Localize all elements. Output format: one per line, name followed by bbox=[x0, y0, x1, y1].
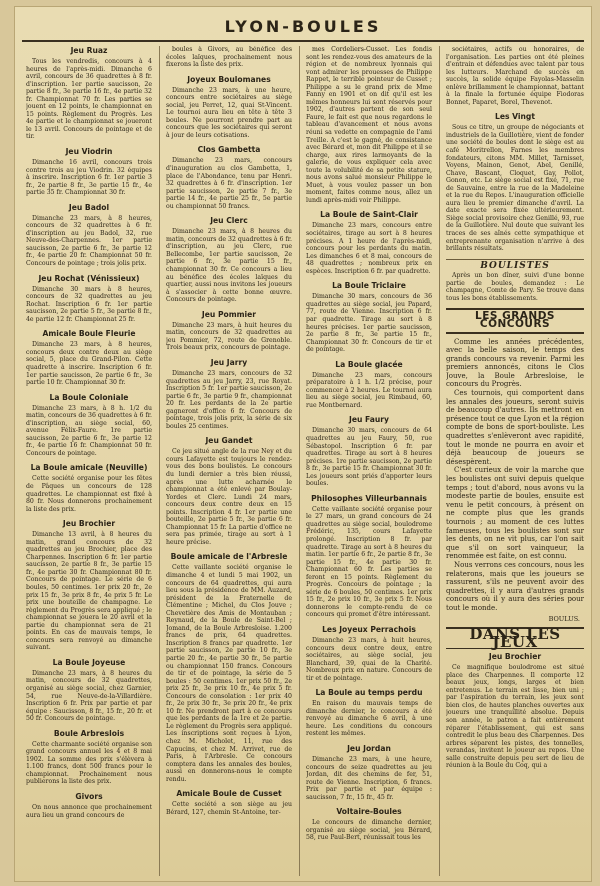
column-1 bbox=[26, 46, 152, 878]
article-text: Le concours de dimanche dernier, organisé au siège social, jeu Bérard, 58, rue Paul-Bert, réunissait tous les bbox=[306, 819, 432, 842]
article-text: Dimanche 23 mars, à 8 heures du matin, concours de 32 quadrettes à 6 fr. d'inscription, au jeu Clerc, rue Bellecombe, 1er partie saucisson, 2e partie 6 fr., 3e partie 15 fr., championnat 30 fr. Ce concours a lieu au bénéfice des écoles laïques du quartier, aussi nous invitons les joueurs à s'associer à cette bonne œuvre. Concours de pointage. bbox=[166, 228, 292, 304]
article-text: Dimanche 23 mars, concours entre sociétaires, tirage au sort à 8 heures précises. A 1 heure de l'après-midi, concours pour les perdants du matin. Les dimanches 6 et 8 mai, concours de 48 quadrettes ; nombreux prix en espèces. Inscription 6 fr. par quadrette. bbox=[306, 222, 432, 275]
article bbox=[26, 203, 152, 268]
column-divider bbox=[159, 46, 160, 876]
article-text: Dimanche 23 mars, concours préparatoire à 1 h. 1/2 précise, pour commencer à 2 heures. Le tournoi aura lieu au siège social, jeu Rimbaud, 60, rue Montbernard. bbox=[306, 371, 432, 409]
article bbox=[26, 329, 152, 386]
article-title: Jeu Clerc bbox=[210, 216, 248, 226]
article-text: Dimanche 23 mars, à 8 heures du matin, concours de 32 quadrettes, organisé au siège social, chez Garnier, 54, rue Neuve-de-la-Villardière. Inscription 6 fr. Prix par partie et par équipe : Saucisson, 8 fr., 15 fr., 20 fr. et 50 fr. Concours de pointage. bbox=[26, 669, 152, 723]
article-text: Dimanche 23 mars, à 8 heures, concours de 32 quadrettes à 6 fr. d'inscription au jeu Badol, 32, rue Neuve-des-Charpennes. 1er partie saucisson, 2e partie 6 fr., 3e partie 12 fr., 4e partie 20 fr. Championnat 50 fr. Concours de pointage ; trois jolis prix. bbox=[26, 214, 152, 268]
article-title: La Boule Coloniale bbox=[49, 392, 129, 402]
grands-concours-body bbox=[446, 338, 584, 613]
article bbox=[306, 46, 432, 204]
article-title: Jeu Brochier bbox=[488, 652, 542, 662]
article-text: Dimanche 23 mars, à 8 heures, concours deux contre deux au siège social, 5, place du Grand-Pilon. Cette quadrette à inscrire. Inscription 6 fr. 1er partie saucisson, 2e partie 6 fr., 3e partie 10 fr. Championnat 30 fr. bbox=[26, 341, 152, 387]
article-title: Givors bbox=[75, 792, 103, 802]
article bbox=[26, 519, 152, 652]
boulistes-heading: BOULISTES bbox=[446, 259, 584, 271]
article bbox=[306, 360, 432, 410]
grands-concours-heading: LES GRANDS CONCOURS bbox=[446, 308, 584, 333]
article-text: Dimanche 13 avril, à 8 heures du matin, grand concours de 32 quadrettes au jeu Brochier, place des Charpennes. Inscription 6 fr. 1er partie saucisson, 2e partie 8 fr., 3e partie 15 fr., 4e partie 30 fr. Championnat 80 fr. Concours de pointage. Le série de 6 boules, 50 centimes. 1er prix 20 fr., 2e prix 15 fr., 3e prix 8 fr., 4e prix 5 fr. Le prix une bouteille de champagne. Le règlement du Progrès sera appliqué ; le championnat se jouera le 20 avril et la partie du championnat sera de 21 points. En cas de mauvais temps, le concours sera renvoyé au dimanche suivant. bbox=[26, 531, 152, 652]
article bbox=[166, 310, 292, 352]
article-text: Ce magnifique boulodrome est situé place des Charpennes. Il comporte 12 beaux jeux, longs, larges et bien entretenus. Le terrain est lisse, bien uni ; par l'aspiration du terrain, les jeux sont bien clos, de hautes planches ouvertes aux joueurs une tranquillité absolue. Depuis son année, le patron a fait entièrement réparer l'établissement, qui est sans contredit le plus beau des Charpennes. Des arbres séparent les pistes, des tonnelles, verandas, invitent le joueur au repos. Une salle construite depuis peu sert de lieu de réunion à la Boule du Coq, qui a bbox=[446, 664, 584, 770]
article-title: Boule Arbreslois bbox=[53, 728, 125, 738]
column-divider bbox=[439, 46, 440, 876]
article bbox=[26, 46, 152, 141]
article-title: Joyeux Boulomanes bbox=[187, 74, 271, 84]
article-text: En raison du mauvais temps de dimanche dernier, le concours a été renvoyé au dimanche 6 avril, à une heure. Les conditions du concours restent les mêmes. bbox=[306, 700, 432, 738]
article-title: Jeu Faury bbox=[349, 415, 389, 425]
article bbox=[446, 112, 584, 252]
article bbox=[306, 744, 432, 801]
article-title: Jeu Gandet bbox=[205, 436, 253, 446]
article-text: Cette charmante société organise son grand concours annuel les 4 et 8 mai 1902. La somme des prix s'élèvera à 1.100 francs, dont 500 francs pour le championnat. Prochainement nous publierons la liste des prix. bbox=[26, 740, 152, 786]
article-title: La Boule glacée bbox=[335, 359, 403, 369]
article-text: Cette vaillante société organise pour le 27 mars, un grand concours de 24 quadrettes au siège social, boulodrome Frédéric, 135, cours Lafayette prolongé. Inscription 8 fr. par quadrette. Tirage au sort à 8 heures du matin. 1er partie 6 fr., 2e partie 8 fr., 3e partie 15 fr., 4e partie 30 fr. Championnat 60 fr. Les parties se feront en 15 points. Règlement du Progrès. Concours de pointage ; la série de 6 boules, 50 centimes. 1er prix 15 fr., 2e prix 10 fr., 3e prix 5 fr. Nous donnerons le compte-rendu de ce concours qui promet d'être intéressant. bbox=[306, 505, 432, 619]
article-title: Jeu Jarry bbox=[210, 357, 248, 367]
article-text: mes Cordeliers-Cusset. Les fondis sont les rendez-vous des amateurs de la région et de nombreux lyonnais qui vont admirer les prouesses de Philippe Rappet, le terrible pointeur de Cusset ; Philippe a su le grand prix de Mme Fanny en 1901 et on dit qu'il est les mêmes honneurs lui sont réservés pour 1902, d'autres partent de son seul Faure, le fait est que nous regardons le tableau d'avancement et nous avons réuni sa vedette en compagnie de l'ami Treille. A c'est le gagné, de consistance avec Bérard et, mon dit Philippe et il se charge, aux rires larmoyants de la galerie, de vous expliquer cela avec toute la volubilité de sa petite stature, nous avons salué monsieur Philippe le Muet, à vous voulez passer un bon moment, faites comme nous, allez un lundi après-midi voir Philippe. bbox=[306, 46, 432, 204]
article-title: La Boule de Saint-Clair bbox=[320, 210, 418, 220]
masthead bbox=[22, 14, 584, 42]
article-text: Dimanche 30 mars, concours de 64 quadrettes au jeu Faury, 50, rue Sébastopol. Inscription 6 fr. par quadrettes. Tirage au sort à 8 heures précises. 1re partie saucisson, 2e partie 8 fr., 3e partie 15 fr. Championnat 30 fr. Les joueurs sont priés d'apporter leurs boules. bbox=[306, 427, 432, 488]
article bbox=[166, 552, 292, 783]
article bbox=[306, 494, 432, 619]
article-title: Jeu Viodrin bbox=[65, 147, 113, 157]
article-text: Dimanche 23 mars, à huit heures du matin, concours de 32 quadrettes au jeu Pommier, 72, route de Grenoble. Trois beaux prix, concours de pointage. bbox=[166, 321, 292, 352]
article-title: Amicale Boule Fleurie bbox=[42, 329, 136, 339]
column-divider bbox=[299, 46, 300, 876]
article bbox=[306, 415, 432, 487]
article bbox=[166, 789, 292, 816]
article bbox=[166, 145, 292, 210]
article bbox=[26, 393, 152, 458]
article-text: Dimanche 23 mars, à huit heures, concours deux contre deux, entre sociétaires, au siège social, jeu Blanchard, 39, quai de la Charité. Nombreux prix en nature. Concours de tir et de pointage. bbox=[306, 637, 432, 682]
article bbox=[446, 652, 584, 770]
article bbox=[26, 729, 152, 786]
article bbox=[306, 807, 432, 842]
column-3 bbox=[306, 46, 432, 878]
grands-concours-paragraph: Nous verrons ces concours, nous les relaterons, mais que les joueurs se rassurent, s'ils ne peuvent avoir des quadrettes, il y aura d'autres grands concours où il y aura des séries pour tout le monde. bbox=[446, 560, 584, 612]
article-text: Sous ce titre, un groupe de négociants et industriels de la Guillotière, vient de fonder une société de boules dont le siège est au café Moritrellon, Farnes les membres fondateurs, citons MM. Millet, Tarnisset, Voyens, Mainon, Genot, Abel, Genillé, Chave, Bascant, Cloquet, Gay, Pollot, Gonon, etc. Le siège social est fixé, 71, rue de Sauvaine, entre la rue de la Madeleine et la rue du Repos. L'inauguration officielle aura lieu le premier dimanche d'avril. La date exacte sera fixée ultérieurement. Siège social provisoire chez Genillé, 93, rue de la Guillotière. Nul doute que suivant les traces de ses aînés cette sympathique et entreprenante organisation n'arrive à des brillants résultats. bbox=[446, 124, 584, 253]
grands-concours-paragraph: C'est curieux de voir la marche que les boulistes ont suivi depuis quelque temps ; tout d'abord, nous avons vu la modeste partie de boules, ensuite est venu le petit concours, à présent on ne compte plus que les grands tournois ; au moment de ces luttes fameuses, tous les boulistes sont sur les dents, on ne vit plus, car l'on sait que s'il on sort vainqueur, la renommée est faite, on est connu. bbox=[446, 466, 584, 561]
column-4 bbox=[446, 46, 584, 878]
article bbox=[166, 75, 292, 140]
article-text: Ce jeu situé angle de la rue Ney et du cours Lafayette est toujours le rendez-vous des bons boulistes. Le concours du lundi dernier a très bien réussi, après une lutte acharnée le championnat a été enlevé par Boulay-Yordes et Clerc. Lundi 24 mars, concours deux contre deux en 15 points. Inscription 4 fr. 1er partie une bouteille, 2e partie 5 fr., 3e partie 6 fr. Championnat 15 fr. La partie d'office ne sera pas primée, tirage au sort à 1 heure précise. bbox=[166, 448, 292, 546]
article-text: boules à Givors, au bénéfice des écoles laïques, prochainement nous fixerons la liste des prix. bbox=[166, 46, 292, 69]
article bbox=[166, 216, 292, 303]
column-4-articles bbox=[446, 46, 584, 253]
article-title: Les Joyeux Perrachois bbox=[322, 625, 416, 634]
grands-concours-paragraph: Ces tournois, qui comportent dans les annales des joueurs, seront suivis de beaucoup d'autres. Ils mettront en présence tout ce que Lyon et la région compte de bons de sport-bouliste. Les quadrettes s'enlèveront avec rapidité, tout le monde ne pourra en avoir et déjà beaucoup de joueurs se désespèrent. bbox=[446, 389, 584, 466]
article-title: Jeu Pommier bbox=[201, 309, 257, 319]
article-title: Jeu Jordan bbox=[347, 744, 391, 754]
article-title: La Boule amicale (Neuville) bbox=[30, 463, 148, 473]
article-title: Les Vingt bbox=[495, 112, 535, 122]
article bbox=[26, 658, 152, 723]
article-text: Dimanche 23 mars, concours de 32 quadrettes au jeu Jarry, 23, rue Royat. Inscription 5 fr. 1er partie saucisson, 2e partie 6 fr., 3e partie 9 fr., championnat 20 fr. Les perdants de la 2e partie gagneront d'office 6 fr. Concours de pointage, trois jolis prix, la série de six boules 25 centimes. bbox=[166, 369, 292, 430]
boulistes-ad bbox=[446, 272, 584, 302]
article-text: Dimanche 23 mars, à 8 h. 1/2 du matin, concours de 36 quadrettes à 6 fr. d'inscription, au siège social, 60, avenue Félix-Faure. 1re partie saucisson, 2e partie 6 fr., 3e partie 12 fr., 4e partie 16 fr. Championnat 50 fr. Concours de pointage. bbox=[26, 404, 152, 457]
article-text: Cette société organise pour les fêtes de Pâques un concours de 128 quadrettes. Le championnat est fixé à 80 fr. Nous donnerons prochainement la liste des prix. bbox=[26, 475, 152, 513]
article-text: Cette société a son siège au jeu Bérard, 127, chemin St-Antoine, ter- bbox=[166, 801, 292, 816]
article bbox=[26, 792, 152, 819]
page-title: LYON-BOULES bbox=[224, 17, 382, 36]
article-title: Boule amicale de l'Arbresle bbox=[170, 552, 288, 562]
article bbox=[166, 46, 292, 69]
newspaper-page bbox=[14, 6, 592, 882]
article-title: Amicale Boule de Cusset bbox=[176, 789, 282, 799]
column-2 bbox=[166, 46, 292, 878]
article-title: Voltaire-Boules bbox=[336, 807, 402, 817]
article-title: Jeu Badol bbox=[68, 202, 110, 212]
grands-concours-paragraph: Comme les années précédentes, avec la belle saison, le temps des grands concours va revenir. Parmi les premiers annoncés, citons le Clos Jouve, la Boule Arbresloise, le concours du Progrès. bbox=[446, 337, 584, 389]
article bbox=[306, 688, 432, 738]
article-text: Dimanche 30 mars à 8 heures, concours de 32 quadrettes au jeu Rochat. Inscription 6 fr. 1er partie saucisson, 2e partie 5 fr., 3e partie 8 fr., 4e partie 12 fr. Championnat 25 fr. bbox=[26, 285, 152, 323]
article bbox=[306, 281, 432, 353]
article bbox=[26, 274, 152, 324]
article bbox=[26, 463, 152, 513]
article-title: Clos Gambetta bbox=[197, 145, 261, 155]
article-title: La Boule au temps perdu bbox=[315, 688, 423, 698]
article-title: Philosophes Villeurbannais bbox=[311, 493, 427, 503]
signature: BOULUS. bbox=[548, 614, 580, 623]
article-text: Dimanche 23 mars, concours d'inauguration au clos Gambetta, 1, place de l'Abondance, tenu par Henri. 32 quadrettes à 6 fr. d'inscription. 1er partie saucisson, 2e partie 7 fr., 3e partie 14 fr., 4e partie 25 fr., 5e partie ou championnat 50 francs. bbox=[166, 157, 292, 210]
article-title: Jeu Rochat (Vénissieux) bbox=[38, 273, 140, 283]
article bbox=[306, 625, 432, 682]
article-text: Dimanche 16 avril, concours trois contre trois au jeu Viodrin. 32 équipes à inscrire. Inscription 6 fr. 1er partie 3 fr., 2e partie 8 fr., 3e partie 15 fr., 4e partie 35 fr. Championnat 30 fr. bbox=[26, 159, 152, 197]
article bbox=[306, 210, 432, 275]
article-title: Jeu Ruaz bbox=[70, 46, 108, 55]
article-title: La Boule Triclaire bbox=[332, 281, 406, 291]
dans-les-jeux-heading: DANS LES JEUX bbox=[446, 627, 584, 649]
article-text: sociétaires, actifs ou honoraires, de l'organisation. Les parties ont été pleines d'entrain et défendues avec talent par tous les lutteurs. Marchand de succès en succès, la solide équipe Fayolas-Masselin enlève brillamment le championnat, battant à la finale la fortunée équipe Fiodoras Bonnet, Paparet, Borel, Thevenot. bbox=[446, 46, 584, 106]
article-text: Tous les vendredis, concours à 4 heures de l'après-midi. Dimanche 6 avril, concours de 36 quadrettes à 8 fr. d'inscription. 1er partie saucisson, 2e partie 8 fr., 3e partie 16 fr., 4e partie 32 fr. Championnat 70 fr. Les parties se jouent en 12 points, le championnat en 15 points. Règlement du Progrès. Les 4e partie et le championnat se joueront le 13 avril. Concours de pointage et de tir. bbox=[26, 58, 152, 141]
article-text: On nous annonce que prochainement aura lieu un grand concours de bbox=[26, 804, 152, 819]
article-text: Cette vaillante société organise le dimanche 4 et lundi 5 mai 1902, un concours de 64 quadrettes, qui aura lieu sous la présidence de MM. Auzard, président de la Fraternelle de Clémentine ; Michel, du Clos Jouve ; Chevetière des Amis de Montauban ; Reynaud, de la Boule de Saint-Bel ; Jomand, de la Boule Arbresloise. 1.200 francs de prix, 64 quadrettes. Inscription 8 francs par quadrette. 1er partie saucisson, 2e partie 10 fr., 3e partie 20 fr., 4e partie 30 fr., 5e partie ou championnat 150 francs. Concours de tir et de pointage, la série de 5 boules : 50 centimes. 1er prix 50 fr., 2e prix 25 fr., 3e prix 10 fr., 4e prix 5 fr. Concours de consolation : 1er prix 40 fr., 2e prix 30 fr., 3e prix 20 fr., 4e prix 10 fr. Ne prendront part à ce concours que les perdants de la 1re et 2e partie. Le règlement du Progrès sera appliqué. Les inscriptions sont reçues à Lyon, chez M. Micholet, 11, rue des Capucins, et chez M. Arrivet, rue de Paris, à l'Arbresle. Ce concours comptera dans les annales des boules, aussi en donnerons-nous le compte rendu. bbox=[166, 564, 292, 783]
article-text: Dimanche 30 mars, concours de 36 quadrettes au siège social, jeu Papard, 77, route de Vienne. Inscription 6 fr. par quadrette. Tirage au sort à 8 heures précises. 1er partie saucisson, 2e partie 8 fr., 3e partie 15 fr., Championnat 30 fr. Concours de tir et de pointage. bbox=[306, 293, 432, 354]
article bbox=[26, 147, 152, 197]
article bbox=[446, 46, 584, 106]
article-text: Dimanche 23 mars, à une heure, concours de seize quadrettes au jeu Jordan, dit des chemins de fer, 51, route de Vienne. Inscription, 6 francs. Prix par partie et par équipe : saucisson, 7 fr., 15 fr., 45 fr. bbox=[306, 756, 432, 801]
article-text: Dimanche 23 mars, à une heure, concours entre sociétaires au siège social, jeu Perret, 12, quai St-Vincent. Le tournoi aura lieu en tête à tête 3 boules. Ne pourront prendre part au concours que les sociétaires qui seront à jour de leurs cotisations. bbox=[166, 86, 292, 139]
article bbox=[166, 436, 292, 546]
boulistes-text: Après un bon dîner, suivi d'une bonne partie de boules, demandez : Le champagne, Comte de Pary. Se trouve dans tous les bons établissements. bbox=[446, 272, 584, 302]
article-title: La Boule Joyeuse bbox=[52, 657, 126, 667]
article bbox=[166, 358, 292, 430]
article-title: Jeu Brochier bbox=[62, 519, 116, 529]
